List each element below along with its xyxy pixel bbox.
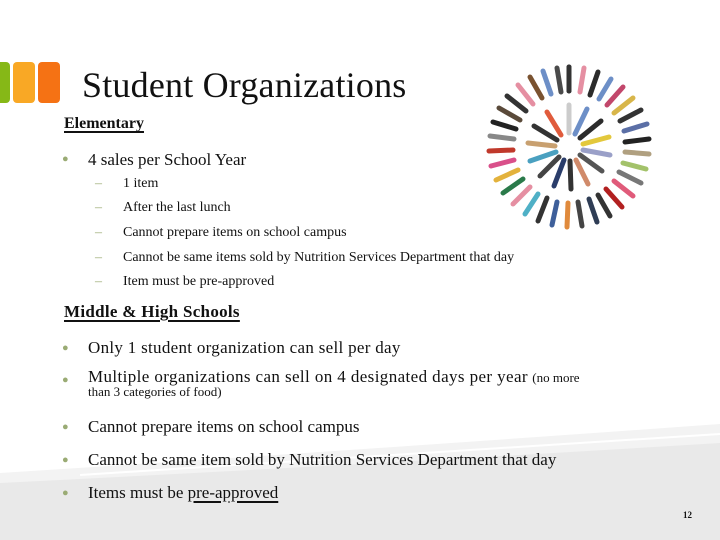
bullet-icon: ● xyxy=(62,421,69,433)
bullet-icon: ● xyxy=(62,153,69,165)
dash-icon: – xyxy=(95,274,102,289)
orange-bar xyxy=(38,62,60,103)
middle-high-heading: Middle & High Schools xyxy=(64,302,240,321)
dash-icon: – xyxy=(95,200,102,215)
slide-number: 12 xyxy=(683,510,692,520)
logo-bars xyxy=(0,62,60,103)
bullet-icon: ● xyxy=(62,487,69,499)
list-item-text: Items must be pre-approved xyxy=(88,483,279,502)
list-item-text: Multiple organizations can sell on 4 designated days per year (no more than 3 categories of food) xyxy=(88,367,580,399)
yellow-bar xyxy=(13,62,35,103)
bullet-icon: ● xyxy=(62,454,69,466)
bullet-icon: ● xyxy=(62,342,69,354)
dash-icon: – xyxy=(95,176,102,191)
dash-icon: – xyxy=(95,250,102,265)
green-bar xyxy=(0,62,10,103)
slide-title: Student Organizations xyxy=(82,65,407,105)
elementary-heading: Elementary xyxy=(64,115,144,132)
pre-approved-emphasis: pre-approved xyxy=(187,483,279,502)
bullet-icon: ● xyxy=(62,374,69,386)
people-circle-photo xyxy=(486,64,652,230)
dash-icon: – xyxy=(95,225,102,240)
